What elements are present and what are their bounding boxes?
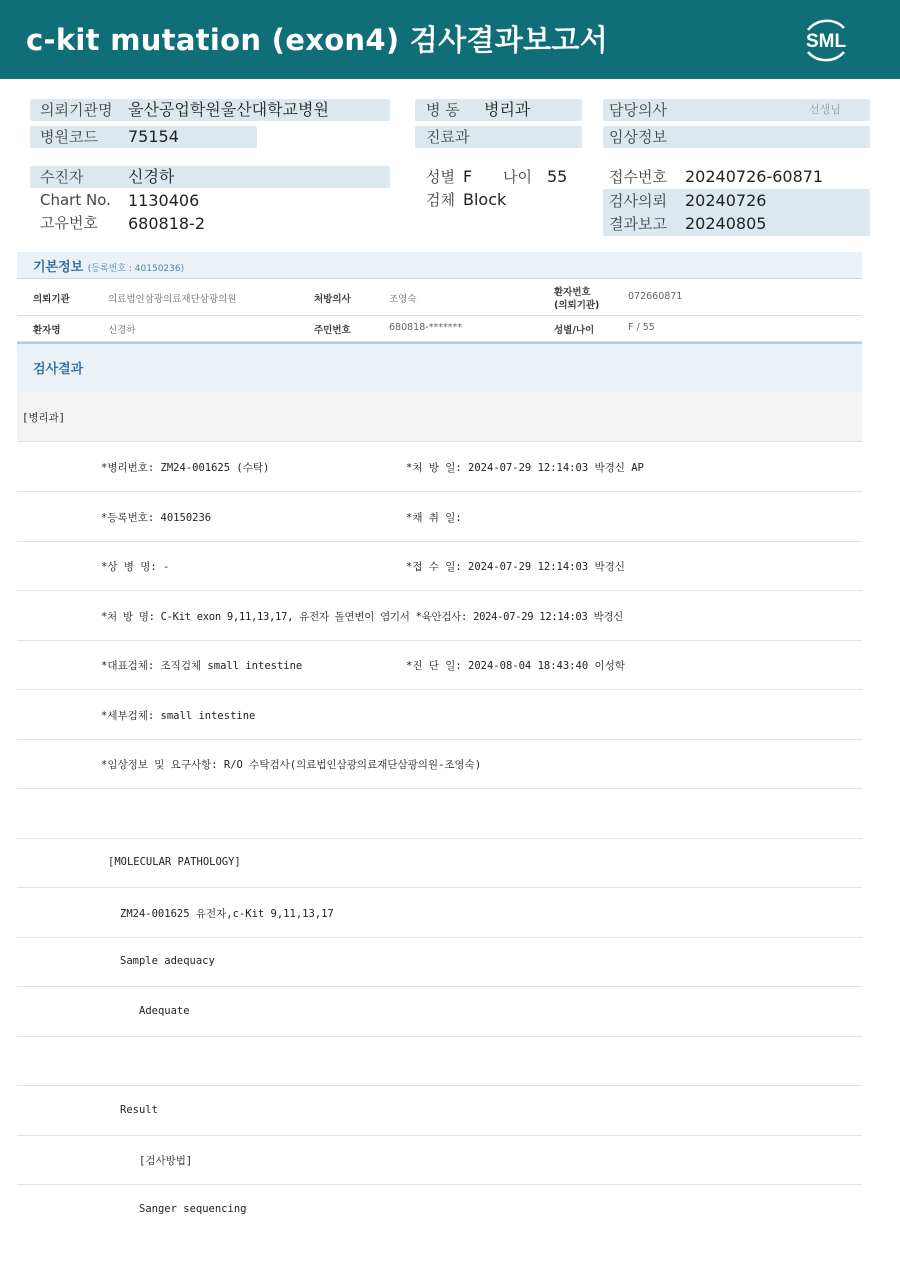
molecular-text: [MOLECULAR PATHOLOGY] [108,856,241,868]
specimen-label: 검체 [426,191,455,209]
patient-label: 수진자 [40,168,84,186]
molecular-text: Adequate [139,1005,190,1017]
sex-label: 성별 [426,168,455,186]
basic-info-title [33,256,184,275]
result-text: *진 단 일: 2024-08-04 18:43:40 이성학 [406,660,625,672]
molecular-text: ZM24-001625 유전자,c-Kit 9,11,13,17 [120,908,334,920]
basic-value: 의료법인삼광의료재단삼광의원 [108,294,237,305]
basic-label: 환자명 [33,325,61,336]
result-row [17,442,862,492]
result-row [17,492,862,542]
basic-label: 처방의사 [314,294,351,305]
result-text: *세부검체: small intestine [101,710,256,722]
hospital-code-value: 75154 [128,127,179,146]
result-row [17,690,862,740]
molecular-text: Sanger sequencing [139,1203,247,1215]
sml-logo-icon [798,12,854,68]
result-row [17,541,862,591]
receipt-label: 접수번호 [609,168,667,186]
basic-value: F / 55 [628,322,655,333]
molecular-row [17,888,862,938]
institution-value: 울산공업학원울산대학교병원 [128,100,329,119]
basic-label: 의뢰기관 [33,294,70,305]
clinical-label: 임상정보 [609,128,667,146]
result-row [17,591,862,641]
basic-label: 주민번호 [314,325,351,336]
age-value: 55 [547,167,568,186]
department-label: 진료과 [426,128,470,146]
unique-label: 고유번호 [40,214,98,232]
institution-label: 의뢰기관명 [40,101,113,119]
molecular-row [17,1185,862,1234]
result-row [17,789,862,839]
basic-label: 환자번호 [554,287,591,298]
age-label: 나이 [503,168,532,186]
chart-label: Chart No. [40,191,111,209]
results-header [17,342,862,394]
result-text: *처 방 일: 2024-07-29 12:14:03 박경신 AP [406,462,644,474]
basic-info-row [17,279,862,316]
result-text: *임상정보 및 요구사항: R/O 수탁검사(의료법인삼광의료재단삼광의원-조영숙) [101,759,482,771]
result-row [17,739,862,789]
result-text: *대표검체: 조직검체 small intestine [101,660,303,672]
patient-value: 신경하 [128,167,175,186]
unique-value: 680818-2 [128,214,206,233]
chart-value: 1130406 [128,191,200,210]
molecular-text: Result [120,1104,158,1116]
report-header [0,0,900,79]
result-dept: [병리과] [22,412,66,424]
result-text: *등록번호: 40150236 [101,512,212,524]
basic-info-reg-note: (등록번호 : 40150236) [87,264,185,274]
molecular-row [17,1086,862,1136]
request-value: 20240726 [685,191,767,210]
result-text: *처 방 명: C-Kit exon 9,11,13,17, 유전자 돌연변이 염기서 *육안검사: 2024-07-29 12:14:03 박경신 [101,611,624,623]
sex-value: F [463,167,473,186]
ward-value: 병리과 [484,100,531,119]
doctor-suffix: 선생님 [809,103,841,116]
doctor-label: 담당의사 [609,101,667,119]
receipt-value: 20240726-60871 [685,167,824,186]
result-dept-row [17,392,862,442]
molecular-row [17,987,862,1037]
basic-label: 성별/나이 [554,325,595,336]
specimen-value: Block [463,190,507,209]
report-date-label: 결과보고 [609,215,667,233]
result-text: *상 병 명: - [101,561,170,573]
basic-label: (의뢰기관) [554,300,600,311]
results-title: 검사결과 [33,362,84,377]
result-row [17,640,862,690]
molecular-row [17,838,862,888]
ward-label: 병 동 [426,101,460,119]
molecular-row [17,937,862,987]
molecular-row [17,1135,862,1185]
report-title: c-kit mutation (exon4) 검사결과보고서 [26,23,608,57]
result-text: *채 취 일: [406,512,462,524]
basic-info-header [17,252,862,279]
hospital-code-label: 병원코드 [40,128,98,146]
molecular-text: [검사방법] [139,1155,193,1167]
molecular-row [17,1036,862,1086]
report-date-value: 20240805 [685,214,767,233]
patient-field [30,166,390,188]
result-text: *접 수 일: 2024-07-29 12:14:03 박경신 [406,561,625,573]
molecular-text: Sample adequacy [120,955,215,967]
result-text: *병리번호: ZM24-001625 (수탁) [101,462,270,474]
basic-value: 조영숙 [389,294,417,305]
basic-value: 신경하 [108,325,136,336]
basic-value: 680818-******* [389,322,462,333]
sml-logo-text: SML [805,31,847,52]
basic-value: 072660871 [628,291,683,302]
request-label: 검사의뢰 [609,192,667,210]
basic-info-title-text: 기본정보 [33,260,84,275]
basic-info-row [17,316,862,342]
